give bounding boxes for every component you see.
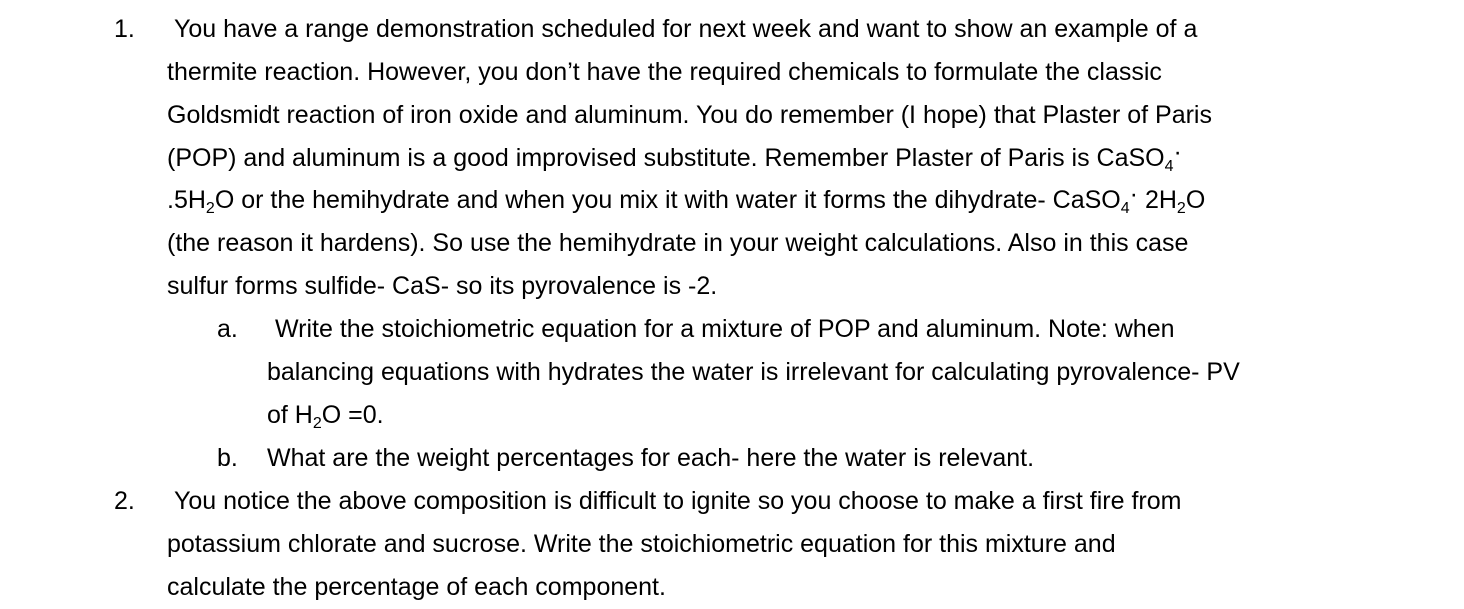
question-text-line: Goldsmidt reaction of iron oxide and aluminum. You do remember (I hope) that Plaster of Paris — [167, 101, 1212, 129]
question-text-line — [167, 180, 1206, 217]
text-run: O — [1185, 186, 1206, 214]
subquestion-text-line: What are the weight percentages for each- here the water is relevant. — [267, 444, 1035, 472]
text-run: (POP) and aluminum is a good improvised substitute. Remember Plaster of Paris is CaSO — [167, 144, 1165, 172]
subscript: 4 — [1120, 200, 1130, 217]
subquestion-letter: a. — [217, 315, 238, 343]
question-number: 1. — [114, 15, 135, 43]
question-text-line: calculate the percentage of each component. — [167, 573, 666, 601]
question-text-line: thermite reaction. However, you don’t have the required chemicals to formulate the classic — [167, 58, 1162, 86]
text-run: O or the hemihydrate and when you mix it with water it forms the dihydrate- CaSO — [214, 186, 1121, 214]
subscript: 2 — [312, 415, 322, 432]
subscript: 2 — [1176, 200, 1186, 217]
question-text-line: (the reason it hardens). So use the hemihydrate in your weight calculations. Also in this case — [167, 229, 1189, 257]
subquestion-text-line: Write the stoichiometric equation for a mixture of POP and aluminum. Note: when — [275, 315, 1175, 343]
subquestion-letter: b. — [217, 444, 238, 472]
text-run: of H — [267, 401, 313, 429]
text-run: O =0. — [321, 401, 384, 429]
subscript: 4 — [1164, 158, 1174, 175]
text-run: .5H — [167, 186, 206, 214]
text-run: 2H — [1138, 186, 1177, 214]
subscript: 2 — [205, 200, 215, 217]
question-text-line: You notice the above composition is difficult to ignite so you choose to make a first fire from — [174, 487, 1182, 515]
subquestion-text-line: balancing equations with hydrates the water is irrelevant for calculating pyrovalence- PV — [267, 358, 1240, 386]
question-number: 2. — [114, 487, 135, 515]
hydrate-dot: · — [1173, 138, 1182, 166]
question-text-line: potassium chlorate and sucrose. Write the stoichiometric equation for this mixture and — [167, 530, 1116, 558]
question-text-line: sulfur forms sulfide- CaS- so its pyrovalence is -2. — [167, 272, 718, 300]
hydrate-dot: · — [1129, 180, 1138, 208]
question-text-line — [167, 138, 1182, 175]
subquestion-text-line — [267, 400, 384, 430]
question-text-line: You have a range demonstration scheduled for next week and want to show an example of a — [174, 15, 1198, 43]
